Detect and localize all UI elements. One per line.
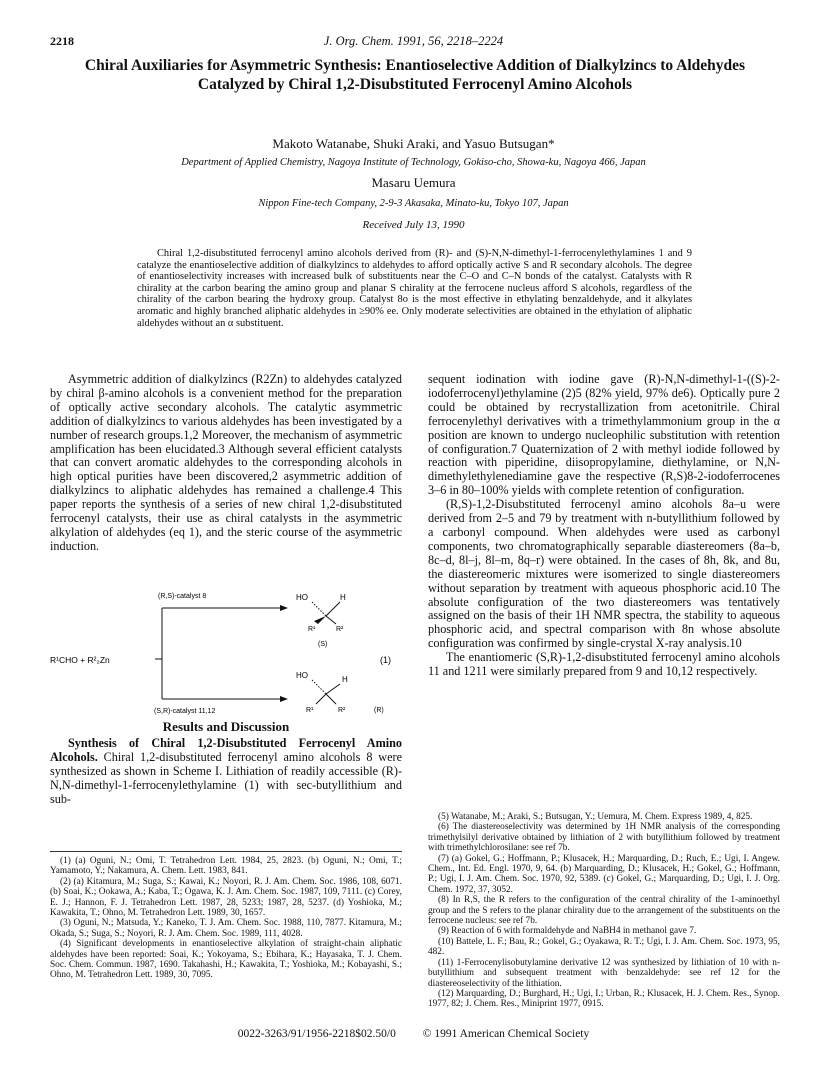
article-code: 0022-3263/91/1956-2218$02.50/0 xyxy=(237,1028,396,1040)
scheme-bottom-arrowhead xyxy=(280,696,288,702)
affiliation-2: Nippon Fine-tech Company, 2-9-3 Akasaka, Minato-ku, Tokyo 107, Japan xyxy=(258,198,569,209)
copyright: © 1991 American Chemical Society xyxy=(422,1028,590,1040)
right-paragraph-1: sequent iodination with iodine gave (R)-N,N-dimethyl-1-((S)-2-iodoferrocenyl)ethylamine (2)5 (82% yield, 97% de6). Optically pure 2 could be obtained by recrystallization from acetonitrile. Chiral ferrocenylethyl derivatives with a trimethylammonium group in the α position are known to undergo nucleophilic substitution with retention of configuration.7 Quaternization of 2 with methyl iodide followed by reaction with piperidine, diisopropylamine, diethylamine, or N,N-dimethylethylenediamine gave the respective (R,S)8-2-iodoferrocenes 3–6 in 80–100% yields with complete retention of configuration. xyxy=(428,372,780,498)
abstract: Chiral 1,2-disubstituted ferrocenyl amino alcohols derived from (R)- and (S)-N,N-dimethyl-1-ferrocenylethylamines 1 and 9 catalyze the enantioselective addition of dialkylzincs to aldehydes to afford optically active S and R secondary alcohols. The degree of enantioselectivity increases with increased bulk of substituents near the C–O and C–N bonds of the catalyst. Catalysts with R chirality at the carbon bearing the amino group and planar S chirality at the ferrocene nucleus afford S alcohols, regardless of the chirality of the carbon bearing the hydroxy group. Catalyst 8o is the most effective in ethylating benzaldehyde, and it alkylates aromatic and highly branched aliphatic aldehydes in ≥90% ee. Only moderate selectivities are obtained in the ethylation of aliphatic aldehydes without an α substituent. xyxy=(137,248,692,329)
bottom-product-bond-3 xyxy=(316,694,326,704)
bottom-product-ho: HO xyxy=(296,671,308,680)
synthesis-heading: Synthesis of Chiral 1,2-Disubstituted Ferrocenyl Amino Alcohols. xyxy=(50,736,402,764)
footnote: (8) In R,S, the R refers to the configuration of the central chirality of the 1-aminoethyl group and the S refers to the planar chirality due to the arrangement of the substituents on the ferrocene nucleus: see ref 7b. xyxy=(428,895,780,927)
top-product-config: (S) xyxy=(318,641,328,648)
footnote: (7) (a) Gokel, G.; Hoffmann, P.; Klusacek, H.; Marquarding, D.; Ruch, E.; Ugi, I. Angew. Chem., Int. Ed. Engl. 1970, 9, 64. (b) Marquarding, D.; Klusacek, H.; Gokel, G.; Hoffmann, P.; Ugi, I. J. Am. Chem. Soc. 1970, 92, 5389. (c) Gokel, G.; Marquarding, D.; Ugi, I. J. Org. Chem. 1972, 37, 3052. xyxy=(428,853,780,895)
footnote-divider-left xyxy=(50,851,402,852)
page-footer xyxy=(0,1028,827,1040)
footnote: (9) Reaction of 6 with formaldehyde and NaBH4 in methanol gave 7. xyxy=(438,926,697,937)
right-paragraph-3: The enantiomeric (S,R)-1,2-disubstituted ferrocenyl amino alcohols 11 and 1211 were similarly prepared from 9 and 10,12 respectively. xyxy=(428,650,780,679)
top-product-bond-1 xyxy=(312,602,326,616)
top-product-h: H xyxy=(340,593,346,602)
scheme-eq-number: (1) xyxy=(380,655,391,665)
footnote: (10) Battele, L. F.; Bau, R.; Gokel, G.; Oyakawa, R. T.; Ugi, I. J. Am. Chem. Soc. 1973, 95, 482. xyxy=(428,936,780,958)
affiliation-1: Department of Applied Chemistry, Nagoya Institute of Technology, Gokiso-cho, Showa-ku, Nagoya 466, Japan xyxy=(181,157,646,168)
synthesis-text: Chiral 1,2-disubstituted ferrocenyl amino alcohols 8 were synthesized as shown in Scheme I. Lithiation of readily accessible (R)-N,N-dimethyl-1-ferrocenylethylamine (1) with sec-butyllithium and sub- xyxy=(50,749,402,806)
top-product-bond-2 xyxy=(326,602,340,616)
footnote: (4) Significant developments in enantioselective alkylation of straight-chain aliphatic aldehydes have been reported: Soai, K.; Yokoyama, S.; Ebihara, K.; Hayasaka, T. J. Chem. Soc. Chem. Commun. 1987, 1690. Takahashi, H.; Kawakita, T.; Yoshioka, M.; Kobayashi, S.; Ohno, M. Tetrahedron Lett. 1989, 30, 7095. xyxy=(50,939,402,981)
page-number: 2218 xyxy=(50,34,74,48)
author-2: Masaru Uemura xyxy=(371,175,456,190)
synthesis-paragraph xyxy=(50,737,402,807)
reaction-scheme xyxy=(50,588,402,716)
footnote: (3) Oguni, N.; Matsuda, Y.; Kaneko, T. J. Am. Chem. Soc. 1988, 110, 7877. Kitamura, M.; Okada, S.; Suga, S.; Noyori, R. J. Am. Chem. Soc. 1989, 111, 4028. xyxy=(50,918,402,939)
footnote: (2) (a) Kitamura, M.; Suga, S.; Kawai, K.; Noyori, R. J. Am. Chem. Soc. 1986, 108, 6071. (b) Soai, K.; Ookawa, A.; Kaba, T.; Ogawa, K. J. Am. Chem. Soc. 1987, 109, 7111. (c) Corey, E. J.; Hannon, F. J. Tetrahedron Lett. 1987, 28, 5233; 1987, 28, 5237. (d) Yoshioka, M.; Kawakita, T.; Ohno, M. Tetrahedron Lett. 1989, 30, 1657. xyxy=(50,876,402,919)
journal-citation: J. Org. Chem. 1991, 56, 2218–2224 xyxy=(323,34,504,48)
results-heading: Results and Discussion xyxy=(162,719,290,734)
scheme-bottom-catalyst: (S,R)-catalyst 11,12 xyxy=(154,708,216,715)
footnote: (11) 1-Ferrocenylisobutylamine derivative 12 was synthesized by lithiation of 10 with n-butyllithium and subsequent treatment with benzaldehyde: see ref 12 for the diastereoselectivity of the lithiation. xyxy=(428,957,780,989)
footnotes-right xyxy=(428,812,780,1010)
intro-paragraph: Asymmetric addition of dialkylzincs (R2Zn) to aldehydes catalyzed by chiral β-amino alcohols is a convenient method for the preparation of optically active secondary alcohols. The catalytic asymmetric addition of dialkylzincs to various aldehydes has been investigated by a number of research groups.1,2 Moreover, the mechanism of asymmetric amplification has been elucidated.3 Although several efficient catalysts that can convert aromatic aldehydes to the corresponding alcohols in high optical purities have been discovered,2 asymmetric addition of dialkylzincs to aliphatic aldehydes has remained a challenge.4 This paper reports the synthesis of a series of new chiral 1,2-disubstituted ferrocenyl catalysts, their use as chiral catalysts in the asymmetric alkylation of aldehydes (eq 1), and the steric course of the asymmetric induction. xyxy=(50,372,402,553)
scheme-top-arrowhead xyxy=(280,605,288,611)
footnote: (1) (a) Oguni, N.; Omi, T. Tetrahedron Lett. 1984, 25, 2823. (b) Oguni, N.; Omi, T.; Yamamoto, Y.; Nakamura, A. Chem. Lett. 1983, 841. xyxy=(50,856,402,877)
bottom-product-r2: R² xyxy=(338,707,346,714)
right-paragraph-2: (R,S)-1,2-Disubstituted ferrocenyl amino alcohols 8a–u were derived from 2–5 and 79 by treatment with n-butyllithium followed by a carbonyl compound. When aldehydes were used as carbonyl components, two chromatographically separable diastereomers (8a–b, 8c–d, 8l–j, 8l–m, 8q–r) were obtained. In the cases of 8h, 8k, and 8u, the diastereomeric mixtures were isomerized to single diastereomers without separation by treatment with aqueous phosphoric acid.10 The absolute configuration of the two diastereomers was tentatively assigned on the basis of their 1H NMR spectra, the stability to aqueous phosphoric acid, and spectral comparison with 8n whose absolute configuration was confirmed by single-crystal X-ray analysis.10 xyxy=(428,497,780,651)
received-date: Received July 13, 1990 xyxy=(362,219,465,231)
top-product-ho: HO xyxy=(296,593,308,602)
footnote: (6) The diastereoselectivity was determined by 1H NMR analysis of the corresponding trimethylsilyl derivative obtained by lithiation of 2 with butyllithium followed by treatment with trimethylchlorosilane: see ref 7b. xyxy=(428,822,780,854)
article-title: Chiral Auxiliaries for Asymmetric Synthesis: Enantioselective Addition of Dialkylzincs to Aldehydes Catalyzed by Chiral 1,2-Disubstituted Ferrocenyl Amino Alcohols xyxy=(84,57,746,93)
top-product-wedge xyxy=(314,616,326,624)
scheme-reactants: R¹CHO + R²₂Zn xyxy=(50,655,110,665)
scheme-top-catalyst: (R,S)-catalyst 8 xyxy=(158,593,207,600)
top-product-r2: R² xyxy=(336,626,344,633)
bottom-product-bond-2 xyxy=(326,684,340,694)
footnote: (5) Watanabe, M.; Araki, S.; Butsugan, Y.; Uemura, M. Chem. Express 1989, 4, 825. xyxy=(438,812,753,822)
bottom-product-h: H xyxy=(342,675,348,684)
authors: Makoto Watanabe, Shuki Araki, and Yasuo Butsugan* xyxy=(272,136,555,151)
top-product-r1: R¹ xyxy=(308,626,316,633)
bottom-product-bond-1 xyxy=(312,680,326,694)
bottom-product-r1: R¹ xyxy=(306,707,314,714)
right-column xyxy=(428,373,780,679)
footnotes-left xyxy=(50,856,402,981)
bottom-product-bond-4 xyxy=(326,694,336,704)
top-product-bond-3 xyxy=(326,616,336,624)
bottom-product-config: (R) xyxy=(374,707,384,714)
footnote: (12) Marquarding, D.; Burghard, H.; Ugi, I.; Urban, R.; Klusacek, H. J. Chem. Res., Synop. 1977, 82; J. Chem. Res., Miniprint 1977, 0915. xyxy=(428,988,780,1010)
